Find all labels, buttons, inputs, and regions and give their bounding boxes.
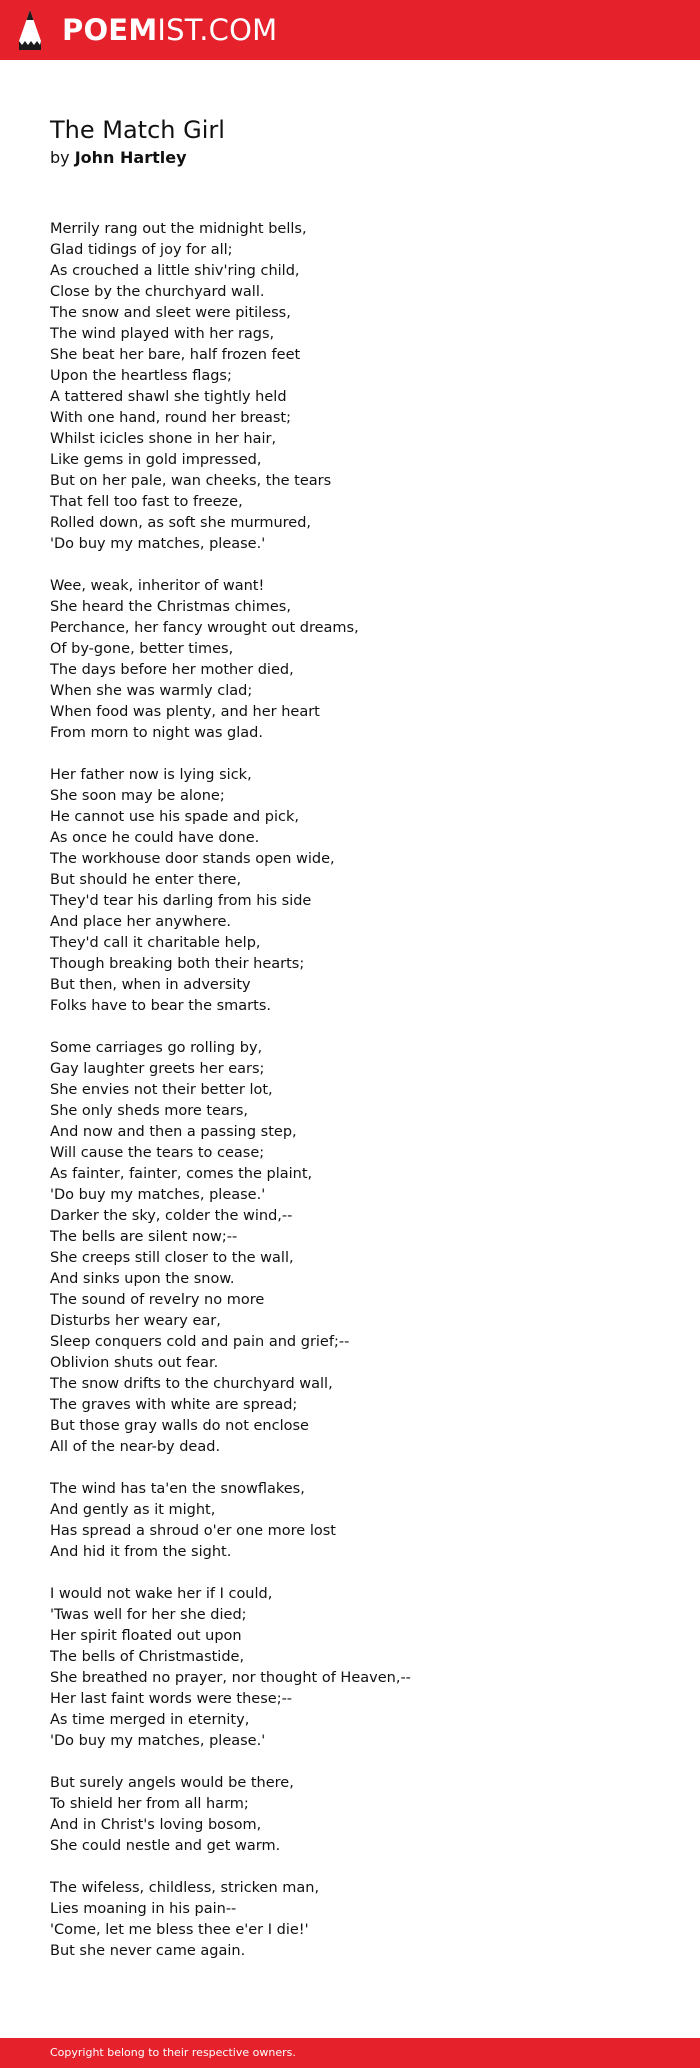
poem-line: She creeps still closer to the wall, [50, 1250, 294, 1266]
poem-line: From morn to night was glad. [50, 725, 263, 741]
poem-line: They'd call it charitable help, [50, 935, 261, 951]
poem-line: But should he enter there, [50, 872, 242, 888]
poem-line: 'Do buy my matches, please.' [50, 1187, 266, 1203]
poem-line: Glad tidings of joy for all; [50, 242, 233, 258]
poem-line: The wind has ta'en the snowflakes, [50, 1481, 305, 1497]
poem-line: The wind played with her rags, [50, 326, 275, 342]
poem-line: But she never came again. [50, 1943, 246, 1959]
poem-line: But those gray walls do not enclose [50, 1418, 309, 1434]
poem-line: Merrily rang out the midnight bells, [50, 221, 307, 237]
poem-line: 'Do buy my matches, please.' [50, 536, 266, 552]
poem-author[interactable]: John Hartley [74, 148, 187, 167]
poem-line: And in Christ's loving bosom, [50, 1817, 262, 1833]
poem-line: She soon may be alone; [50, 788, 225, 804]
poem-line: The workhouse door stands open wide, [50, 851, 335, 867]
poem-line: The graves with white are spread; [50, 1397, 298, 1413]
poem-line: And gently as it might, [50, 1502, 216, 1518]
poem-line: Of by-gone, better times, [50, 641, 234, 657]
poem-line: He cannot use his spade and pick, [50, 809, 299, 825]
poem-line: Rolled down, as soft she murmured, [50, 515, 312, 531]
poem-line: Will cause the tears to cease; [50, 1145, 265, 1161]
poem-line: The wifeless, childless, stricken man, [50, 1880, 320, 1896]
poem-line: And place her anywhere. [50, 914, 232, 930]
site-header [0, 0, 700, 60]
poem-line: She could nestle and get warm. [50, 1838, 281, 1854]
poem-line: Gay laughter greets her ears; [50, 1061, 265, 1077]
poem-line: The snow drifts to the churchyard wall, [50, 1376, 333, 1392]
poem-line: Some carriages go rolling by, [50, 1040, 263, 1056]
poem-line: But surely angels would be there, [50, 1775, 294, 1791]
poem-line: As crouched a little shiv'ring child, [50, 263, 300, 279]
site-logo[interactable] [62, 8, 277, 52]
poem-body [50, 219, 670, 1983]
pencil-tip-icon[interactable] [18, 9, 42, 51]
poem-line: The snow and sleet were pitiless, [50, 305, 291, 321]
poem-line: But then, when in adversity [50, 977, 251, 993]
poem-line: 'Twas well for her she died; [50, 1607, 247, 1623]
poem-line: 'Come, let me bless thee e'er I die!' [50, 1922, 309, 1938]
poem-line: She breathed no prayer, nor thought of Heaven,-- [50, 1670, 411, 1686]
poem-line: Oblivion shuts out fear. [50, 1355, 219, 1371]
poem-line: Disturbs her weary ear, [50, 1313, 221, 1329]
poem-line: And now and then a passing step, [50, 1124, 297, 1140]
stanza [50, 1584, 670, 1752]
site-footer [0, 2038, 700, 2068]
poem-line: As once he could have done. [50, 830, 260, 846]
poem-line: Lies moaning in his pain-- [50, 1901, 237, 1917]
poem-line: The days before her mother died, [50, 662, 294, 678]
poem-line: She beat her bare, half frozen feet [50, 347, 301, 363]
poem-line: Her spirit floated out upon [50, 1628, 242, 1644]
poem-line: But on her pale, wan cheeks, the tears [50, 473, 332, 489]
poem-byline [50, 147, 187, 169]
poem-line: Close by the churchyard wall. [50, 284, 265, 300]
poem-line: They'd tear his darling from his side [50, 893, 312, 909]
poem-line: A tattered shawl she tightly held [50, 389, 287, 405]
by-label: by [50, 148, 70, 167]
poem-line: She envies not their better lot, [50, 1082, 273, 1098]
poem-line: Her father now is lying sick, [50, 767, 252, 783]
poem-line: Though breaking both their hearts; [50, 956, 305, 972]
stanza [50, 576, 670, 744]
poem-line: As fainter, fainter, comes the plaint, [50, 1166, 313, 1182]
poem-line: Darker the sky, colder the wind,-- [50, 1208, 293, 1224]
poem-title: The Match Girl [50, 116, 225, 144]
poem-line: 'Do buy my matches, please.' [50, 1733, 266, 1749]
poem-line: Her last faint words were these;-- [50, 1691, 293, 1707]
stanza [50, 765, 670, 1017]
poem-line: I would not wake her if I could, [50, 1586, 273, 1602]
poem-line: Folks have to bear the smarts. [50, 998, 271, 1014]
poem-line: Has spread a shroud o'er one more lost [50, 1523, 336, 1539]
stanza [50, 1479, 670, 1563]
copyright-text: Copyright belong to their respective owners. [50, 2046, 296, 2059]
stanza [50, 1878, 670, 1962]
brand-light-text: IST.COM [157, 13, 278, 47]
poem-line: Wee, weak, inheritor of want! [50, 578, 265, 594]
poem-line: The sound of revelry no more [50, 1292, 265, 1308]
stanza [50, 219, 670, 555]
poem-line: Like gems in gold impressed, [50, 452, 262, 468]
poem-line: She only sheds more tears, [50, 1103, 249, 1119]
poem-line: The bells of Christmastide, [50, 1649, 245, 1665]
poem-line: The bells are silent now;-- [50, 1229, 238, 1245]
poem-line: All of the near-by dead. [50, 1439, 221, 1455]
poem-line: That fell too fast to freeze, [50, 494, 243, 510]
stanza [50, 1773, 670, 1857]
poem-line: When food was plenty, and her heart [50, 704, 320, 720]
poem-line: As time merged in eternity, [50, 1712, 250, 1728]
poem-line: She heard the Christmas chimes, [50, 599, 291, 615]
poem-line: Perchance, her fancy wrought out dreams, [50, 620, 359, 636]
brand-bold-text: POEM [62, 13, 158, 47]
poem-line: Upon the heartless flags; [50, 368, 232, 384]
poem-line: Whilst icicles shone in her hair, [50, 431, 277, 447]
poem-line: And sinks upon the snow. [50, 1271, 235, 1287]
poem-line: Sleep conquers cold and pain and grief;-- [50, 1334, 350, 1350]
poem-line: And hid it from the sight. [50, 1544, 232, 1560]
poem-line: With one hand, round her breast; [50, 410, 291, 426]
poem-line: When she was warmly clad; [50, 683, 253, 699]
stanza [50, 1038, 670, 1458]
poem-line: To shield her from all harm; [50, 1796, 249, 1812]
